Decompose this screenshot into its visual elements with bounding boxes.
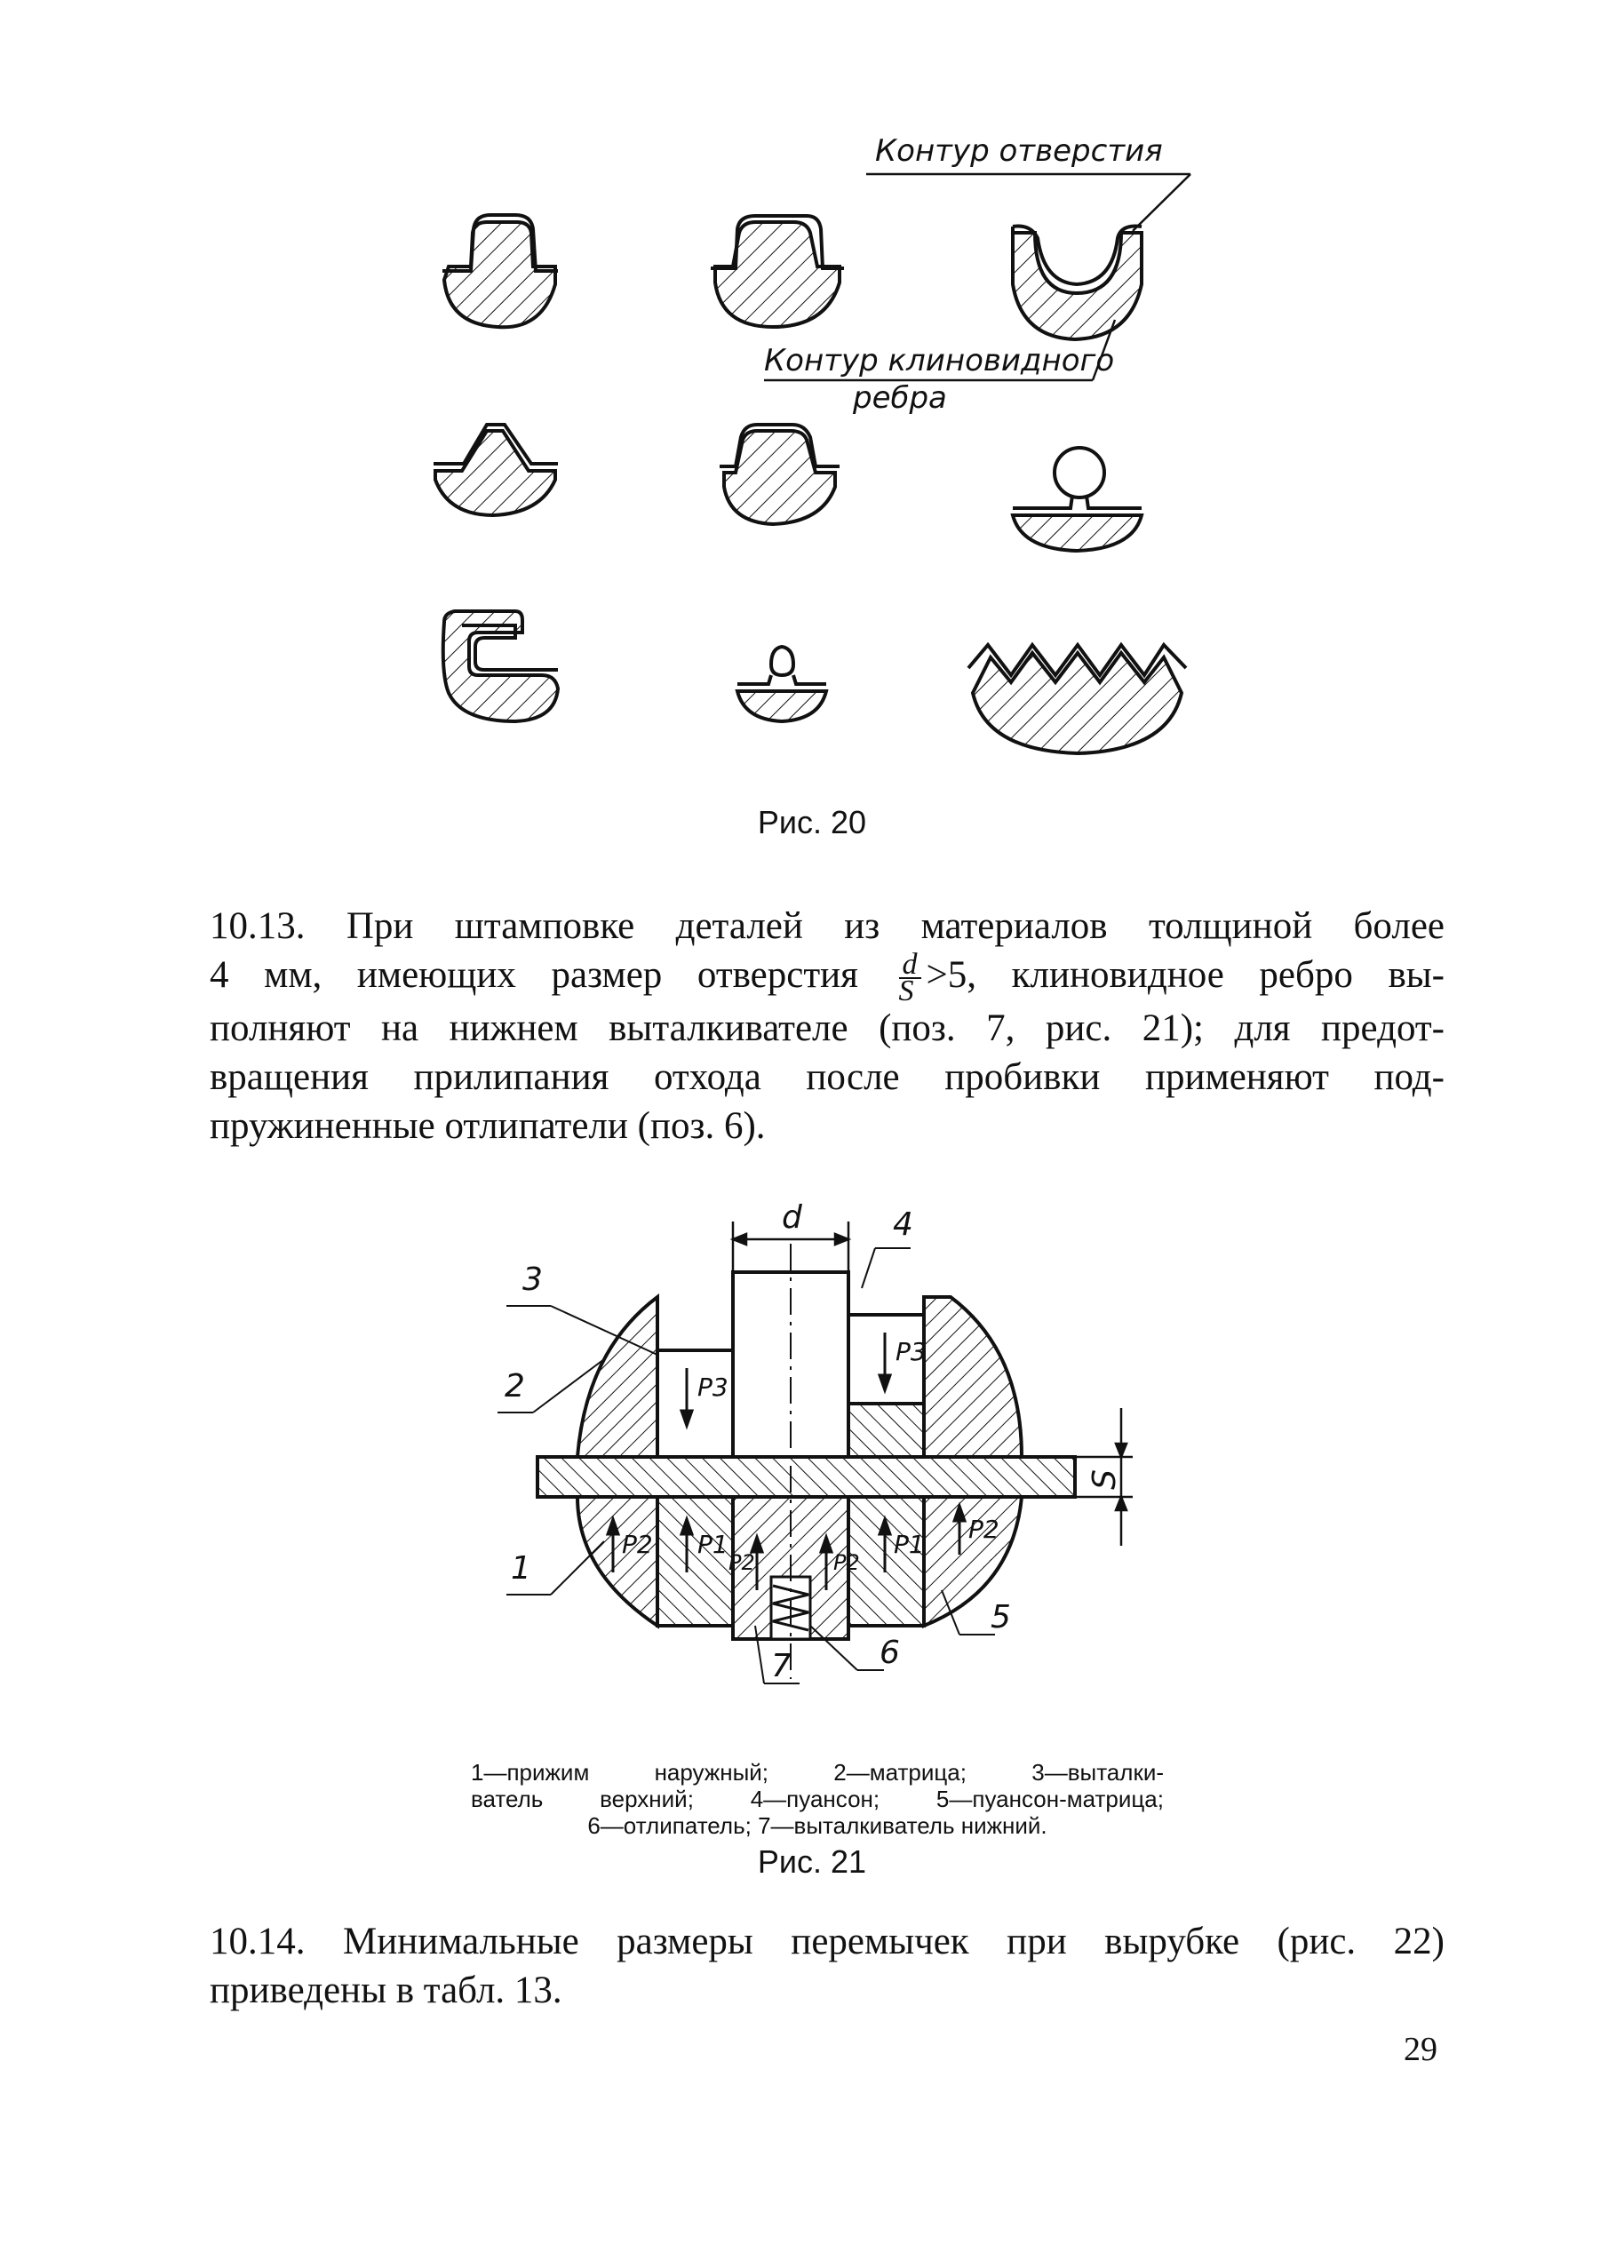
- paragraph-line: вращения прилипания отхода после пробивки применяют под-: [210, 1056, 1445, 1099]
- force-label: P3: [896, 1337, 927, 1366]
- label-5: 5: [991, 1599, 1011, 1635]
- sheet-material: [537, 1457, 1075, 1497]
- page-number: 29: [1404, 2031, 1437, 2068]
- force-label: P1: [894, 1530, 925, 1559]
- upper-plate-right: [848, 1404, 924, 1457]
- force-label: P2: [833, 1550, 860, 1575]
- figure-21-caption: Рис. 21: [757, 1843, 867, 1880]
- paragraph-line: приведены в табл. 13.: [210, 1970, 562, 2011]
- label-3: 3: [522, 1261, 543, 1298]
- lower-ejector-left: [657, 1497, 733, 1626]
- paragraph-line: полняют на нижнем выталкивателе (поз. 7, рис. 21); для предот-: [210, 1007, 1445, 1050]
- text-span: 4 мм, имеющих размер отверстия: [210, 954, 858, 996]
- legend-line: 1—прижим наружный; 2—матрица; 3—выталки-: [471, 1759, 1164, 1786]
- label-rib-contour-2: ребра: [853, 380, 947, 416]
- figure-20-caption: Рис. 20: [757, 804, 867, 840]
- paragraph-line: 10.14. Минимальные размеры перемычек при вырубке (рис. 22): [210, 1921, 1445, 1962]
- label-hole-contour: Контур отверстия: [875, 133, 1163, 169]
- fraction-denominator: S: [898, 975, 914, 1008]
- label-2: 2: [505, 1368, 525, 1405]
- legend-line: 6—отлипатель; 7—выталкиватель нижний.: [587, 1812, 1047, 1839]
- dim-d-label: d: [782, 1199, 802, 1236]
- fraction-numerator: d: [899, 952, 921, 979]
- force-label: P2: [968, 1515, 999, 1544]
- paragraph-10-14: [210, 1917, 1445, 2015]
- label-7: 7: [771, 1648, 792, 1684]
- upper-ejector-left: [657, 1350, 733, 1457]
- figure-21-legend: [471, 1759, 1164, 1839]
- force-label: P3: [697, 1373, 728, 1402]
- label-4: 4: [893, 1206, 913, 1243]
- text-span: >5, клиновидное ребро вы-: [926, 954, 1445, 996]
- label-1: 1: [511, 1550, 531, 1587]
- punch-die-right-upper: [924, 1297, 1022, 1457]
- label-6: 6: [880, 1635, 900, 1671]
- paragraph-line: 10.13. При штамповке деталей из материалов толщиной более: [210, 905, 1445, 947]
- die-left: [577, 1297, 657, 1457]
- force-label: P2: [622, 1530, 653, 1559]
- label-rib-contour: Контур клиновидного: [764, 343, 1115, 378]
- dim-s-label: S: [1086, 1469, 1123, 1490]
- force-label: P1: [697, 1530, 728, 1559]
- legend-line: ватель верхний; 4—пуансон; 5—пуансон-матрица;: [471, 1786, 1164, 1812]
- paragraph-line: пружиненные отлипатели (поз. 6).: [210, 1105, 766, 1148]
- force-label: P2: [728, 1550, 755, 1575]
- outer-clamp-left: [577, 1497, 657, 1626]
